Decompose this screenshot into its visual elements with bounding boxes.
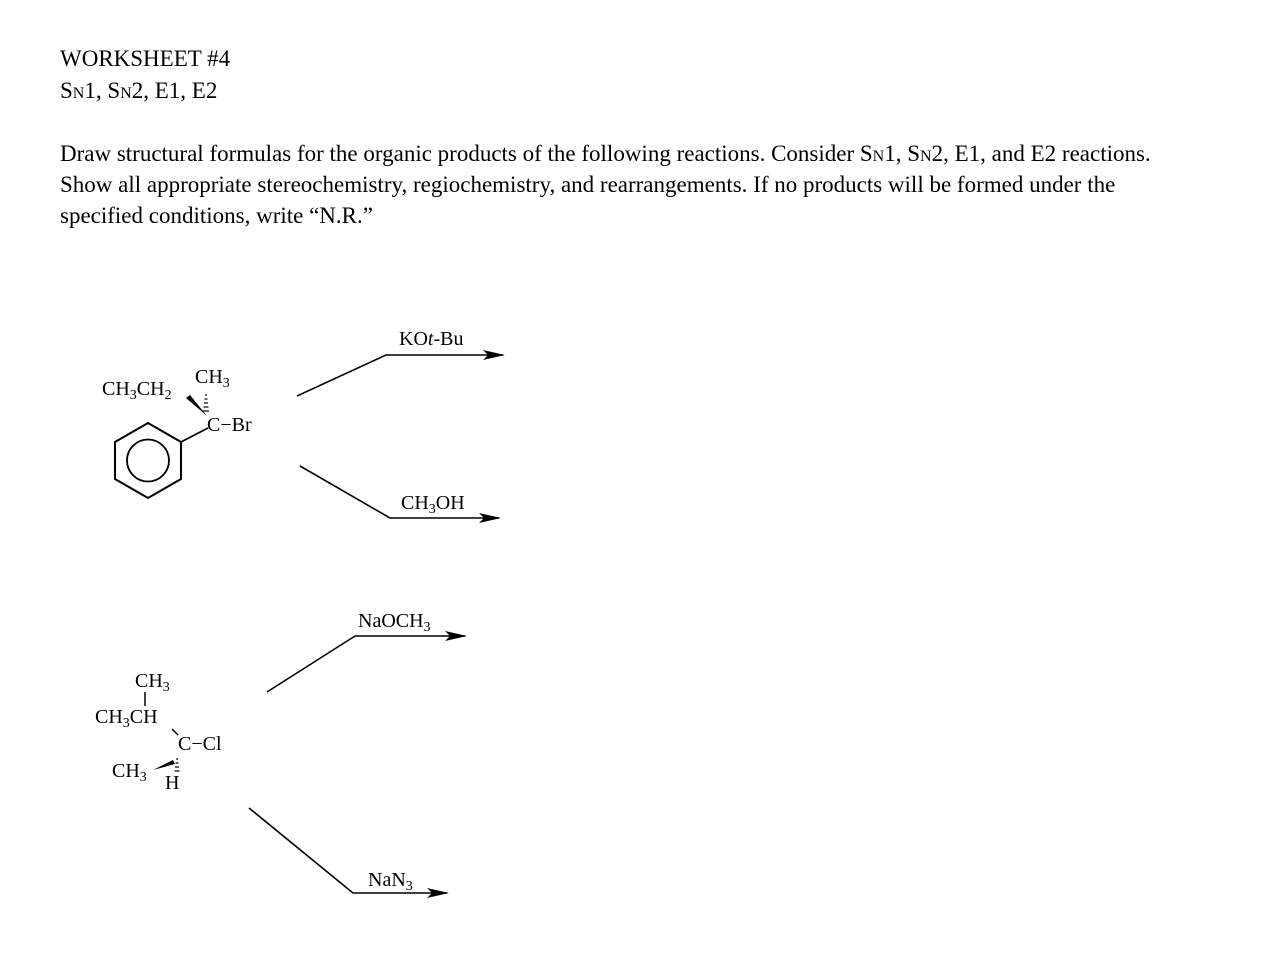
instructions-part-3: , E1, and E2 reactions. Show all appropriate stereochemistry, regiochemistry, and rearrangements. If no products will be formed under the specified conditions, write “N.R.” — [60, 141, 1151, 228]
reaction1-top-arrow — [297, 355, 503, 396]
instructions-sn1: Sn1 — [859, 141, 896, 166]
methyl-group-label — [195, 366, 230, 391]
reagent-ch3oh-main: CH — [401, 492, 429, 514]
worksheet-title: WORKSHEET #4 — [60, 46, 231, 71]
wedge-bond-methyl-2 — [153, 760, 175, 770]
reagent-kotbu-pre: KO — [399, 328, 428, 350]
reagent-naoch3-main: NaOCH — [358, 610, 424, 632]
methyl2-sub: 3 — [139, 770, 147, 785]
methyl-sub: 3 — [222, 376, 230, 391]
instructions-sn2: Sn2 — [907, 141, 944, 166]
top-methyl-sub: 3 — [162, 680, 170, 695]
methyl-label-2 — [112, 760, 147, 785]
reagent-kotbu-post: -Bu — [433, 328, 464, 350]
reaction1-bottom-arrow — [300, 466, 499, 518]
reaction2-bottom-arrow — [249, 808, 447, 893]
reagent-ch3oh-post: OH — [435, 492, 465, 514]
benzene-ring — [115, 423, 181, 498]
isopropyl-ch: CH — [129, 706, 158, 728]
reaction2-top-arrow — [267, 636, 465, 692]
subtitle-sn1: Sn1 — [60, 78, 96, 103]
subtitle-sn2: Sn2 — [107, 78, 144, 103]
methyl-ch: CH — [195, 366, 223, 388]
carbon-bromide-label: C−Br — [207, 414, 252, 436]
ethyl-ch-1: CH — [102, 378, 130, 400]
isopropyl-ch3: CH — [95, 706, 123, 728]
top-methyl-ch: CH — [135, 670, 163, 692]
reagent-kotbu-t: t — [427, 328, 434, 350]
hashed-bond-methyl — [203, 395, 209, 411]
hydrogen-label: H — [165, 772, 180, 794]
reagent-nan3-main: NaN — [368, 869, 406, 891]
instructions-part-1: Draw structural formulas for the organic products of the following reactions. Consider — [60, 141, 860, 166]
reagent-naoch3 — [358, 610, 431, 635]
isopropyl-ch-label — [95, 706, 158, 731]
methyl2-ch: CH — [112, 760, 140, 782]
ethyl-sub-1: 3 — [129, 388, 137, 403]
hashed-bond-hydrogen — [175, 759, 180, 771]
ring-to-carbon-bond — [181, 428, 208, 442]
subtitle-rest: , E1, E2 — [143, 78, 218, 103]
carbon-chloride-label: C−Cl — [178, 733, 222, 755]
reagent-naoch3-sub: 3 — [423, 620, 431, 635]
wedge-bond-ethyl — [186, 395, 207, 416]
ethyl-sub-2: 2 — [164, 388, 172, 403]
reagent-nan3 — [368, 869, 413, 894]
reagent-kotbu — [399, 328, 463, 350]
ethyl-ch-2: CH — [136, 378, 165, 400]
reagent-ch3oh-sub: 3 — [428, 502, 436, 517]
reagent-nan3-sub: 3 — [405, 879, 413, 894]
ethyl-group-label — [102, 378, 172, 403]
isopropyl-sub: 3 — [122, 716, 130, 731]
reagent-ch3oh — [401, 492, 465, 517]
subtitle-sep-1: , — [95, 78, 108, 103]
top-methyl-label — [135, 670, 170, 695]
instructions-part-2: , — [895, 141, 908, 166]
